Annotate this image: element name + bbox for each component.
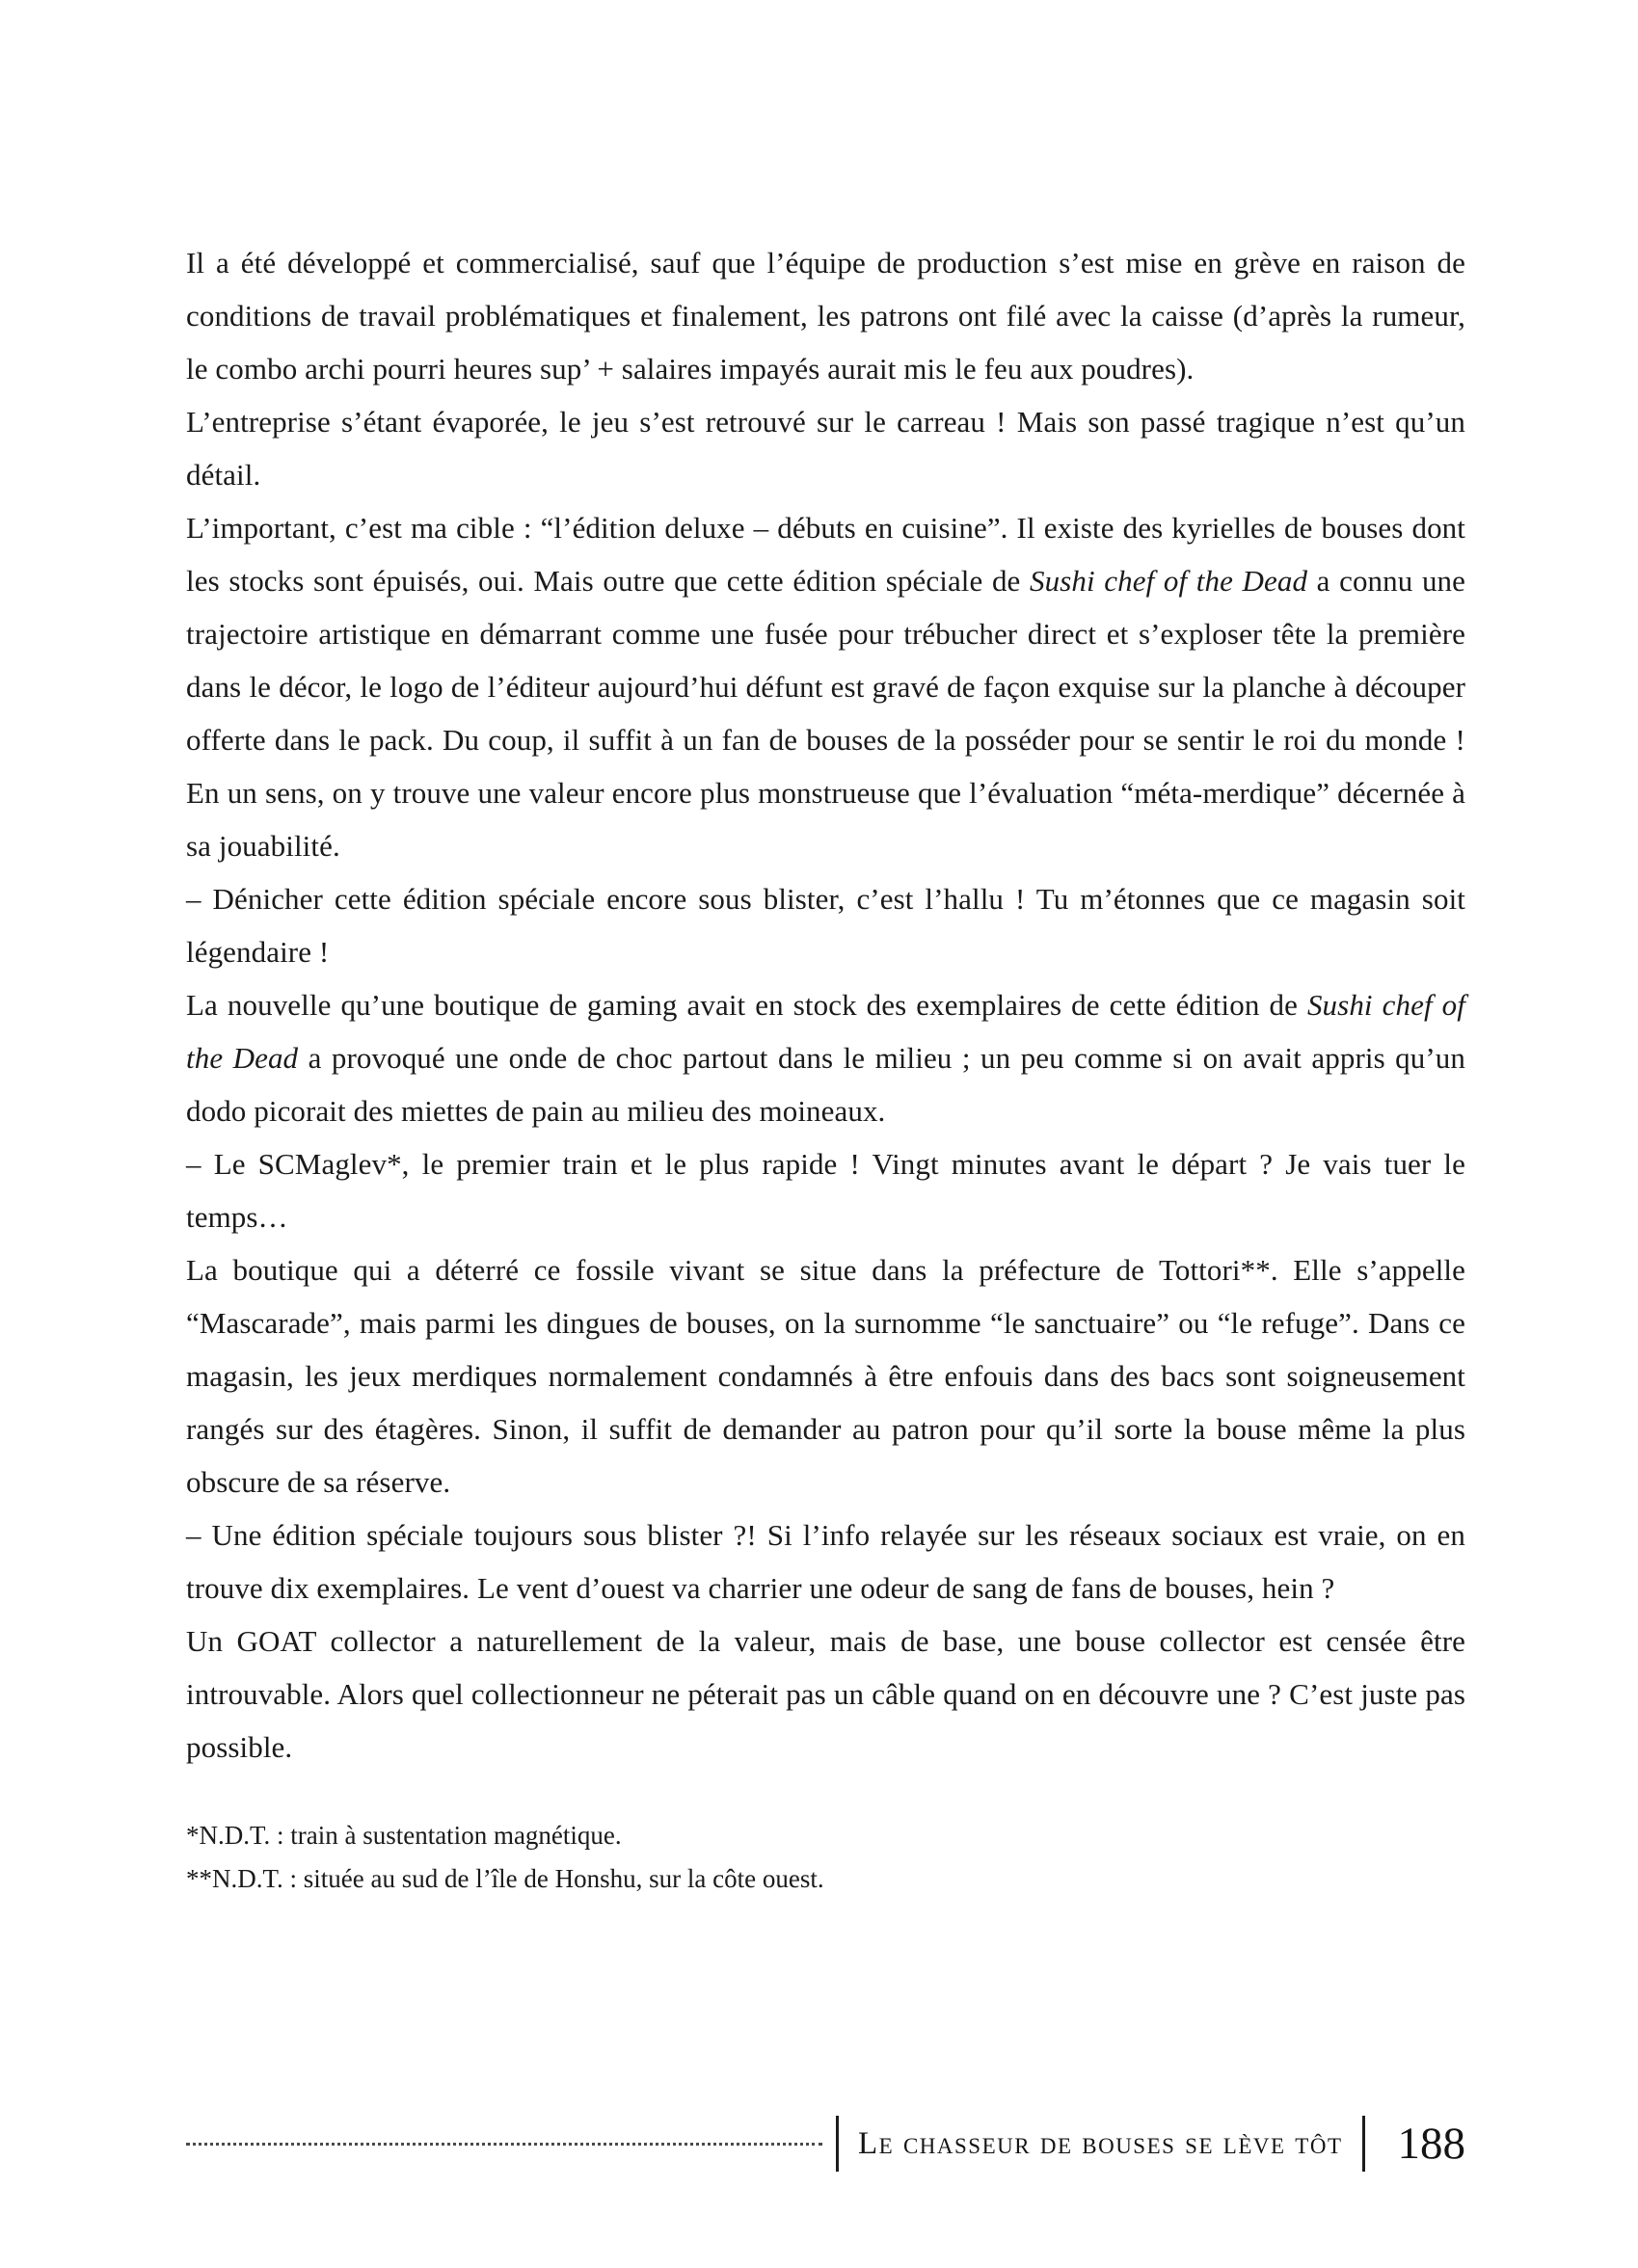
footnotes [186,1814,1465,1901]
paragraph [186,501,1465,872]
text-segment: – Dénicher cette édition spéciale encore sous blister, c’est l’hallu ! Tu m’étonnes que ce magasin soit légendaire ! [186,882,1465,969]
book-title-italic: Sushi chef of the Dead [186,988,1465,1075]
paragraph [186,1243,1465,1508]
text-segment: L’important, c’est ma cible : “l’édition deluxe – débuts en cuisine”. Il existe des kyrielles de bouses dont les stocks sont épuisés, oui. Mais outre que cette édition spéciale de [186,511,1465,598]
text-segment: a provoqué une onde de choc partout dans le milieu ; un peu comme si on avait appris qu’un dodo picorait des miettes de pain au milieu des moineaux. [186,1041,1465,1128]
footnote: **N.D.T. : située au sud de l’île de Honshu, sur la côte ouest. [186,1864,824,1893]
text-segment: a connu une trajectoire artistique en démarrant comme une fusée pour trébucher direct et s’exploser tête la première dans le décor, le logo de l’éditeur aujourd’hui défunt est gravé de façon exquise sur la planche à découper offerte dans le pack. Du coup, il suffit à un fan de bouses de la posséder pour se sentir le roi du monde ! En un sens, on y trouve une valeur encore plus monstrueuse que l’évaluation “méta-merdique” décernée à sa jouabilité. [186,564,1465,863]
body-text [186,236,1465,1774]
paragraph [186,395,1465,501]
paragraph [186,236,1465,395]
paragraph [186,978,1465,1137]
text-segment: Il a été développé et commercialisé, sauf que l’équipe de production s’est mise en grève en raison de conditions de travail problématiques et finalement, les patrons ont filé avec la caisse (d’après la rumeur, le combo archi pourri heures sup’ + salaires impayés aurait mis le feu aux poudres). [186,246,1465,386]
text-block [186,236,1465,1901]
page-footer [186,2113,1465,2175]
paragraph [186,1614,1465,1774]
text-segment: – Une édition spéciale toujours sous blister ?! Si l’info relayée sur les réseaux sociaux est vraie, on en trouve dix exemplaires. Le vent d’ouest va charrier une odeur de sang de fans de bouses, hein ? [186,1518,1465,1605]
footer-dotted-leader [186,2143,822,2146]
paragraph [186,1508,1465,1614]
text-segment: L’entreprise s’étant évaporée, le jeu s’est retrouvé sur le carreau ! Mais son passé tragique n’est qu’un détail. [186,405,1465,492]
running-title: Le chasseur de bouses se lève tôt [857,2125,1343,2161]
footnote: *N.D.T. : train à sustentation magnétique. [186,1821,622,1850]
paragraph [186,1137,1465,1243]
paragraph [186,872,1465,978]
text-segment: La boutique qui a déterré ce fossile vivant se situe dans la préfecture de Tottori**. Elle s’appelle “Mascarade”, mais parmi les dingues de bouses, on la surnomme “le sanctuaire” ou “le refuge”. Dans ce magasin, les jeux merdiques normalement condamnés à être enfouis dans des bacs sont soigneusement rangés sur des étagères. Sinon, il suffit de demander au patron pour qu’il sorte la bouse même la plus obscure de sa réserve. [186,1253,1465,1499]
text-segment: La nouvelle qu’une boutique de gaming avait en stock des exemplaires de cette édition de [186,988,1307,1022]
page-number: 188 [1397,2119,1465,2169]
text-segment: – Le SCMaglev*, le premier train et le plus rapide ! Vingt minutes avant le départ ? Je vais tuer le temps… [186,1147,1465,1234]
book-title-italic: Sushi chef of the Dead [1030,564,1308,598]
text-segment: Un GOAT collector a naturellement de la valeur, mais de base, une bouse collector est censée être introuvable. Alors quel collectionneur ne péterait pas un câble quand on en découvre une ? C’est juste pas possible. [186,1624,1465,1764]
